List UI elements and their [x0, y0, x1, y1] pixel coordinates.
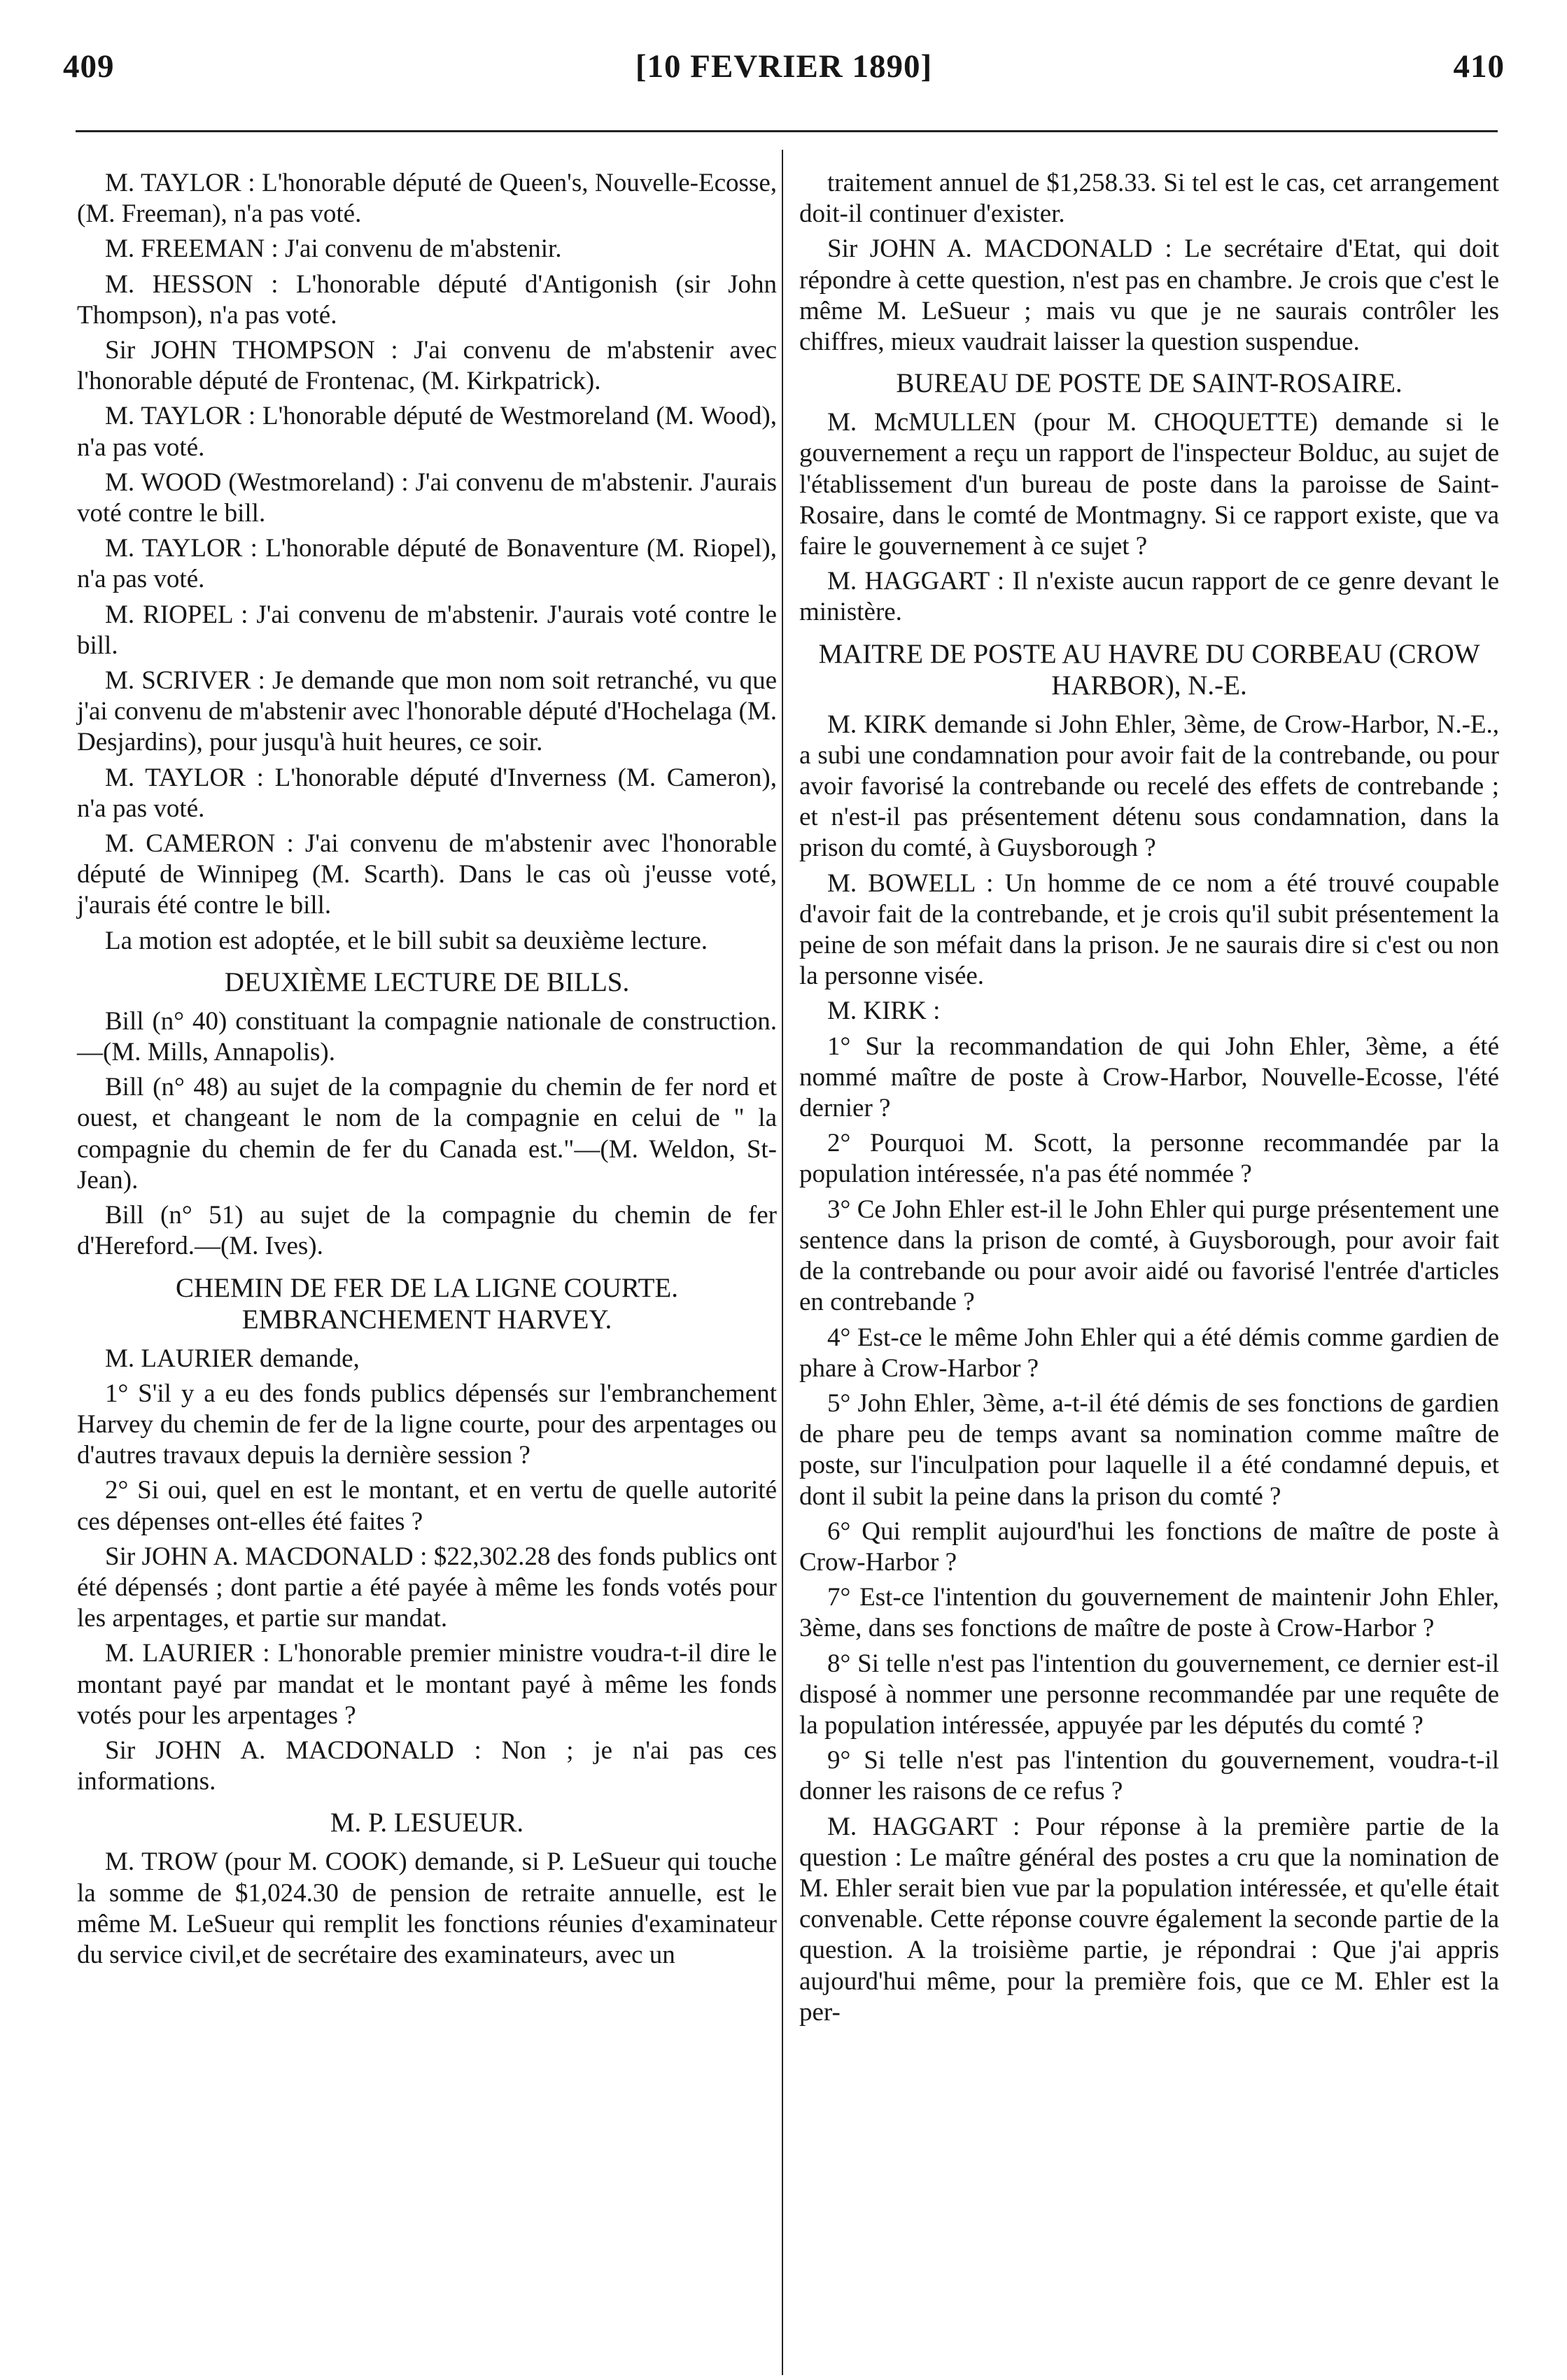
- paragraph: M. KIRK demande si John Ehler, 3ème, de Crow-Harbor, N.-E., a subi une condamnation pour avoir fait de la contrebande, ou pour avoir favorisé la contrebande ou recelé des effets de contrebande ; et n'est-il pas présentement détenu sous condamnation, dans la prison du comté, à Guysborough ?: [799, 710, 1499, 863]
- paragraph: M. LAURIER demande,: [105, 1344, 360, 1373]
- paragraph: M. TAYLOR : L'honorable député d'Inverness (M. Cameron), n'a pas voté.: [77, 763, 777, 823]
- paragraph: 5° John Ehler, 3ème, a-t-il été démis de ses fonctions de gardien de phare peu de temps avant sa nomination comme maître de poste, sur l'inculpation pour laquelle il a été condamné depuis, et dont il subit la peine dans la prison du comté ?: [799, 1388, 1499, 1511]
- paragraph: Bill (n° 40) constituant la compagnie nationale de construction.—(M. Mills, Annapolis).: [77, 1006, 777, 1067]
- page-number-left: 409: [63, 48, 115, 85]
- section-heading: MAITRE DE POSTE AU HAVRE DU CORBEAU (CROW HARBOR), N.-E.: [818, 638, 1480, 700]
- paragraph: M. SCRIVER : Je demande que mon nom soit retranché, vu que j'ai convenu de m'abstenir avec l'honorable député d'Hochelaga (M. Desjardins), pour jusqu'à huit heures, ce soir.: [77, 666, 777, 757]
- paragraph: 6° Qui remplit aujourd'hui les fonctions de maître de poste à Crow-Harbor ?: [799, 1516, 1499, 1577]
- paragraph: M. FREEMAN : J'ai convenu de m'abstenir.: [105, 234, 562, 264]
- header-rule: [76, 130, 1498, 132]
- right-column: [799, 168, 1499, 2032]
- paragraph: 1° S'il y a eu des fonds publics dépensés sur l'embranchement Harvey du chemin de fer de la ligne courte, pour des arpentages ou d'autres travaux depuis la dernière session ?: [77, 1379, 777, 1470]
- paragraph: La motion est adoptée, et le bill subit sa deuxième lecture.: [105, 926, 708, 955]
- paragraph: 3° Ce John Ehler est-il le John Ehler qui purge présentement une sentence dans la prison de comté, à Guysborough, pour avoir fait de la contrebande ou pour avoir aidé ou favorisé l'entrée d'articles en contrebande ?: [799, 1195, 1499, 1317]
- paragraph: 1° Sur la recommandation de qui John Ehler, 3ème, a été nommé maître de poste à Crow-Harbor, Nouvelle-Ecosse, l'été dernier ?: [799, 1031, 1499, 1123]
- paragraph: 4° Est-ce le même John Ehler qui a été démis comme gardien de phare à Crow-Harbor ?: [799, 1323, 1499, 1383]
- paragraph: M. TAYLOR : L'honorable député de Queen's, Nouvelle-Ecosse, (M. Freeman), n'a pas voté.: [77, 169, 777, 229]
- paragraph: M. McMULLEN (pour M. CHOQUETTE) demande si le gouvernement a reçu un rapport de l'inspecteur Bolduc, au sujet de l'établissement d'un bureau de poste dans la paroisse de Saint-Rosaire, dans le comté de Montmagny. Si ce rapport existe, que va faire le gouvernement à ce sujet ?: [799, 408, 1499, 561]
- paragraph: Sir JOHN A. MACDONALD : Le secrétaire d'Etat, qui doit répondre à cette question, n'est pas en chambre. Je crois que c'est le même M. LeSueur ; mais vu que je ne saurais contrôler les chiffres, mieux vaudrait laisser la question suspendue.: [799, 234, 1499, 357]
- paragraph: Sir JOHN A. MACDONALD : Non ; je n'ai pas ces informations.: [77, 1735, 777, 1796]
- paragraph: Sir JOHN THOMPSON : J'ai convenu de m'abstenir avec l'honorable député de Frontenac, (M. Kirkpatrick).: [77, 336, 777, 396]
- paragraph: M. HESSON : L'honorable député d'Antigonish (sir John Thompson), n'a pas voté.: [77, 269, 777, 330]
- paragraph: 7° Est-ce l'intention du gouvernement de maintenir John Ehler, 3ème, dans ses fonctions de maître de poste à Crow-Harbor ?: [799, 1583, 1499, 1643]
- section-heading: CHEMIN DE FER DE LA LIGNE COURTE. EMBRANCHEMENT HARVEY.: [175, 1272, 679, 1335]
- paragraph: 2° Pourquoi M. Scott, la personne recommandée par la population intéressée, n'a pas été nommée ?: [799, 1129, 1499, 1189]
- paragraph: M. TAYLOR : L'honorable député de Westmoreland (M. Wood), n'a pas voté.: [77, 402, 777, 462]
- column-divider: [782, 150, 783, 2375]
- page-header: [63, 48, 1505, 97]
- paragraph: M. HAGGART : Il n'existe aucun rapport de ce genre devant le ministère.: [799, 567, 1499, 627]
- header-date: [10 FEVRIER 1890]: [635, 48, 933, 85]
- page-number-right: 410: [1453, 48, 1505, 85]
- paragraph: M. LAURIER : L'honorable premier ministre voudra-t-il dire le montant payé par mandat et le montant payé à même les fonds votés pour les arpentages ?: [77, 1639, 777, 1730]
- paragraph: 2° Si oui, quel en est le montant, et en vertu de quelle autorité ces dépenses ont-elles été faites ?: [77, 1476, 777, 1536]
- paragraph: M. HAGGART : Pour réponse à la première partie de la question : Le maître général des postes a cru que la nomination de M. Ehler serait bien vue par la population intéressée, et qu'elle était convenable. Cette réponse couvre également la seconde partie de la question. A la troisième partie, je répondrai : Que j'ai appris aujourd'hui même, pour la première fois, que ce M. Ehler est la per-: [799, 1812, 1499, 2027]
- paragraph: 8° Si telle n'est pas l'intention du gouvernement, ce dernier est-il disposé à nommer une personne recommandée par une requête de la population intéressée, appuyée par les députés du comté ?: [799, 1649, 1499, 1740]
- paragraph: M. TROW (pour M. COOK) demande, si P. LeSueur qui touche la somme de $1,024.30 de pension de retraite annuelle, est le même M. LeSueur qui remplit les fonctions réunies d'examinateur du service civil,et de secrétaire des examinateurs, avec un: [77, 1847, 777, 1969]
- section-heading: DEUXIÈME LECTURE DE BILLS.: [224, 966, 630, 997]
- paragraph: M. TAYLOR : L'honorable député de Bonaventure (M. Riopel), n'a pas voté.: [77, 534, 777, 594]
- paragraph: traitement annuel de $1,258.33. Si tel est le cas, cet arrangement doit-il continuer d'exister.: [799, 169, 1499, 229]
- paragraph: Bill (n° 51) au sujet de la compagnie du chemin de fer d'Hereford.—(M. Ives).: [77, 1201, 777, 1261]
- paragraph: M. KIRK :: [827, 997, 941, 1026]
- left-column: [77, 168, 777, 1975]
- paragraph: M. RIOPEL : J'ai convenu de m'abstenir. J'aurais voté contre le bill.: [77, 600, 777, 660]
- paragraph: M. CAMERON : J'ai convenu de m'abstenir avec l'honorable député de Winnipeg (M. Scarth). Dans le cas où j'eusse voté, j'aurais été contre le bill.: [77, 829, 777, 920]
- section-heading: M. P. LESUEUR.: [330, 1808, 524, 1838]
- paragraph: Bill (n° 48) au sujet de la compagnie du chemin de fer nord et ouest, et changeant le nom de la compagnie en celui de " la compagnie du chemin de fer du Canada est."—(M. Weldon, St-Jean).: [77, 1073, 777, 1195]
- paragraph: M. WOOD (Westmoreland) : J'ai convenu de m'abstenir. J'aurais voté contre le bill.: [77, 467, 777, 528]
- section-heading: BUREAU DE POSTE DE SAINT-ROSAIRE.: [896, 368, 1403, 399]
- paragraph: Sir JOHN A. MACDONALD : $22,302.28 des fonds publics ont été dépensés ; dont partie a été payée à même les fonds votés pour les arpentages, et partie sur mandat.: [77, 1542, 777, 1633]
- paragraph: 9° Si telle n'est pas l'intention du gouvernement, voudra-t-il donner les raisons de ce refus ?: [799, 1746, 1499, 1806]
- paragraph: M. BOWELL : Un homme de ce nom a été trouvé coupable d'avoir fait de la contrebande, et je crois qu'il subit présentement la peine de son méfait dans la prison. Je ne saurais dire si c'est ou non la personne visée.: [799, 868, 1499, 991]
